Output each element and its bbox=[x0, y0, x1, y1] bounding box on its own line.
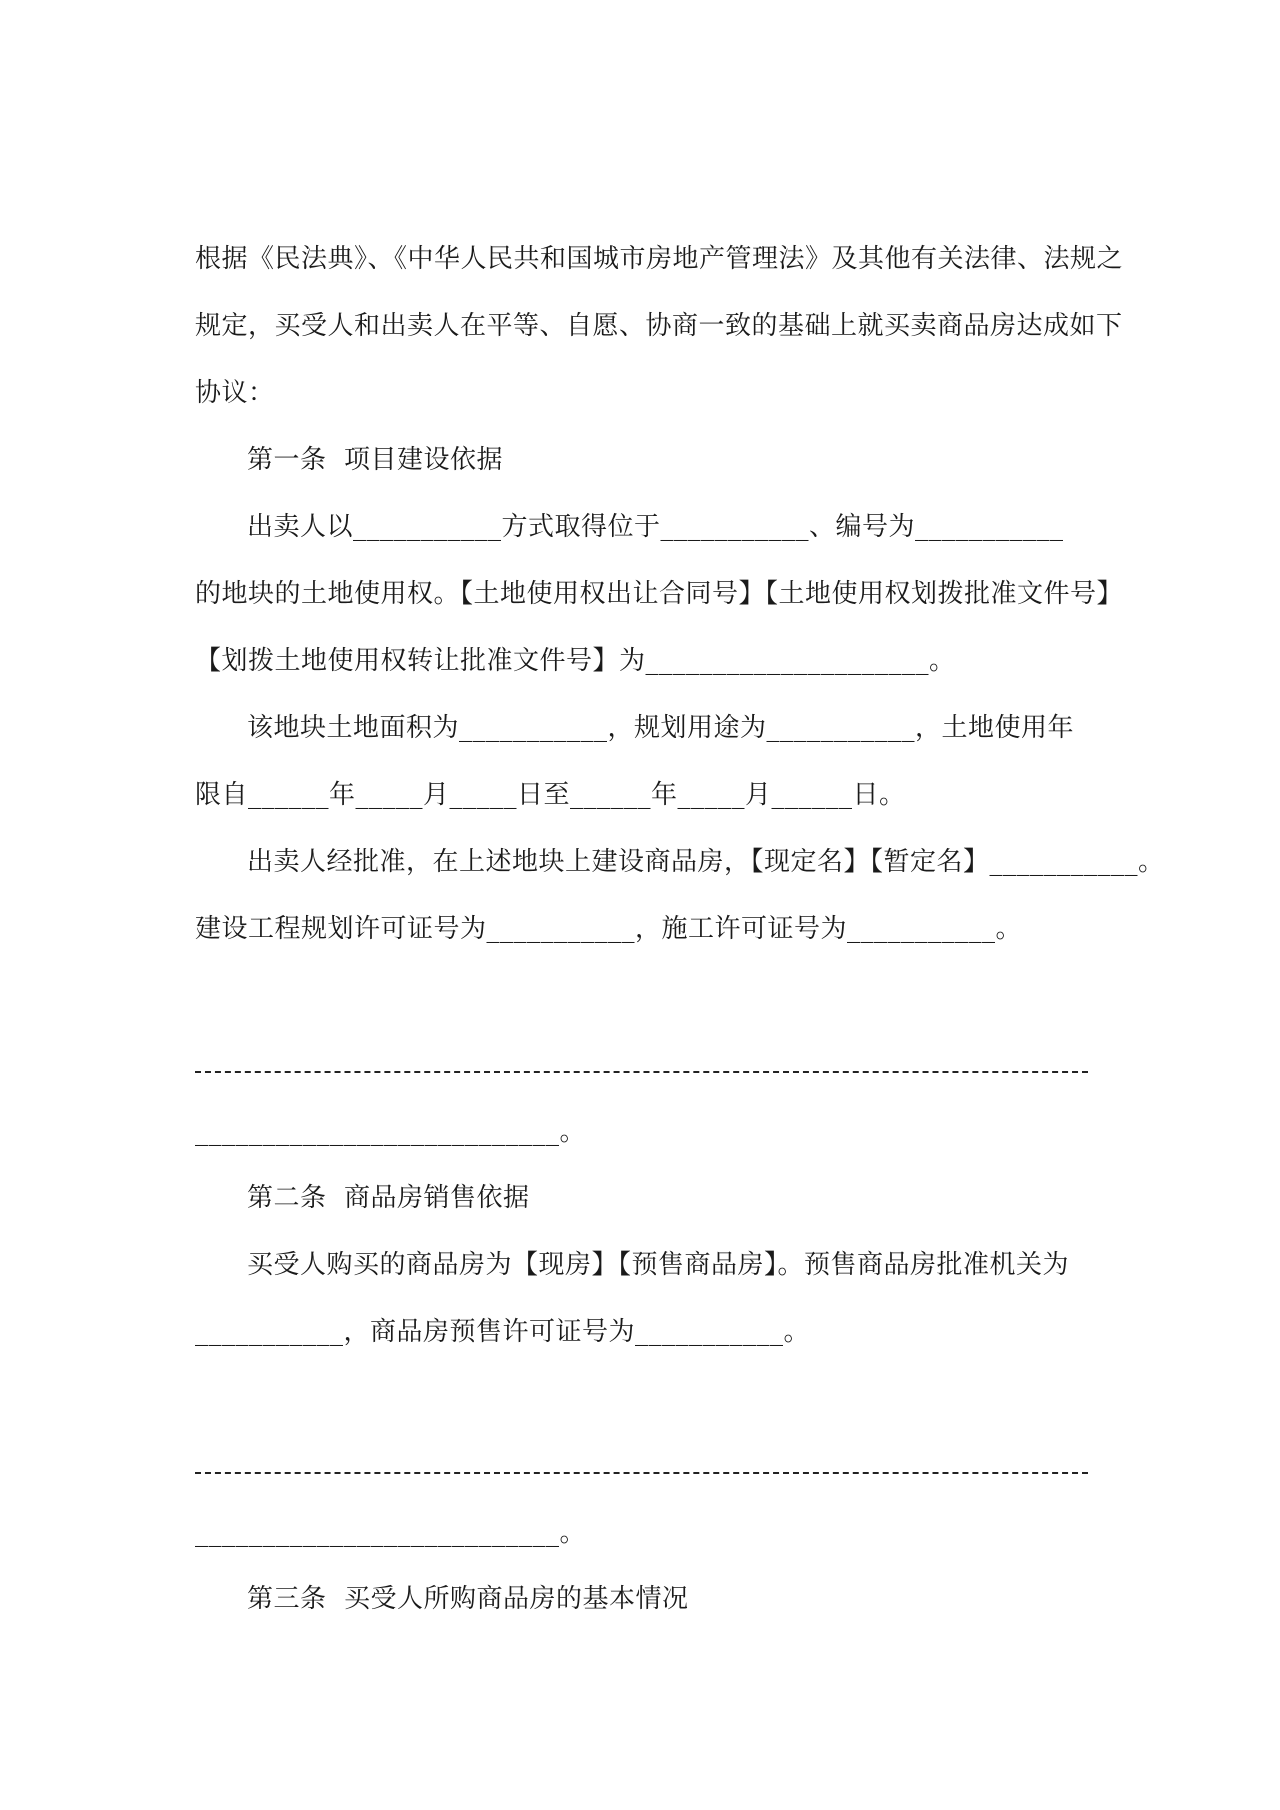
article-2-p1-line-2: ___________，商品房预售许可证号为___________。 bbox=[195, 1317, 811, 1347]
article-2-blank-end: ___________________________。 bbox=[195, 1518, 587, 1548]
article-1-p3-line-2: 建设工程规划许可证号为___________，施工许可证号为___________。 bbox=[195, 914, 1023, 944]
article-3-title: 第三条 买受人所购商品房的基本情况 bbox=[247, 1584, 689, 1614]
article-1-p1-line-3: 【划拨土地使用权转让批准文件号】为_____________________。 bbox=[195, 646, 956, 676]
intro-line-1: 根据《民法典》、《中华人民共和国城市房地产管理法》及其他有关法律、法规之 bbox=[195, 244, 1124, 274]
intro-line-3: 协议： bbox=[195, 378, 275, 408]
article-1-p2-line-1: 该地块土地面积为___________，规划用途为___________，土地使用年 bbox=[247, 713, 1075, 743]
article-1-p3-line-1: 出卖人经批准，在上述地块上建设商品房，【现定名】【暂定名】___________。 bbox=[247, 847, 1165, 877]
article-2-blank-line bbox=[195, 1472, 1088, 1474]
article-1-p1-line-2: 的地块的土地使用权。【土地使用权出让合同号】【土地使用权划拨批准文件号】 bbox=[195, 579, 1124, 609]
article-1-p2-line-2: 限自______年_____月_____日至______年_____月______日。 bbox=[195, 780, 906, 810]
article-1-p1-line-1: 出卖人以___________方式取得位于___________、编号为___________ bbox=[247, 512, 1064, 542]
article-1-title: 第一条 项目建设依据 bbox=[247, 445, 504, 475]
intro-line-2: 规定，买受人和出卖人在平等、自愿、协商一致的基础上就买卖商品房达成如下 bbox=[195, 311, 1123, 341]
article-2-title: 第二条 商品房销售依据 bbox=[247, 1183, 530, 1213]
article-2-p1-line-1: 买受人购买的商品房为【现房】【预售商品房】。预售商品房批准机关为 bbox=[247, 1250, 1070, 1280]
article-1-blank-end: ___________________________。 bbox=[195, 1117, 587, 1147]
article-1-blank-line bbox=[195, 1071, 1088, 1073]
